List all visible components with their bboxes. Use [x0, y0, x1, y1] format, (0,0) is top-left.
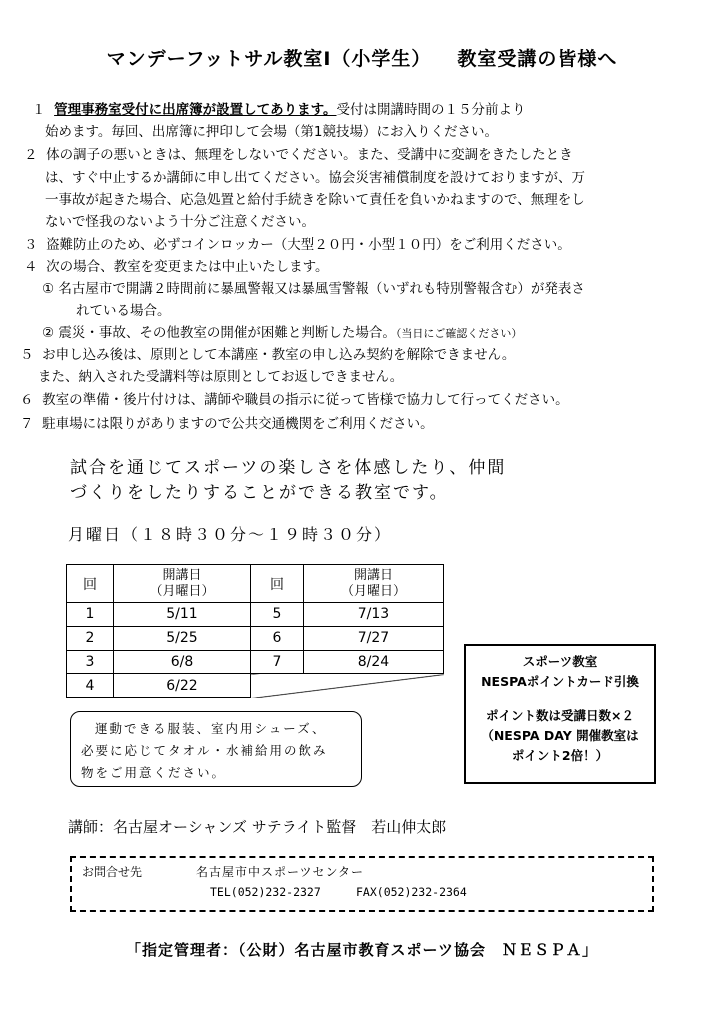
nespa-point-box — [464, 644, 656, 784]
contact-organization: 名古屋市中スポーツセンター — [196, 865, 365, 879]
rule-number: ② — [42, 325, 55, 341]
session-date: 6/8 — [114, 650, 251, 674]
session-number: 4 — [67, 674, 114, 698]
session-date: 6/22 — [114, 674, 251, 698]
session-number: 1 — [67, 603, 114, 627]
session-number: 7 — [251, 650, 304, 674]
rule-6 — [20, 389, 569, 411]
title-part2: 教室受講の皆様へ — [457, 48, 618, 70]
rule-7-text: 駐車場には限りがありますので公共交通機関をご利用ください。 — [42, 416, 434, 432]
clothing-note-line-3: 物をご用意ください。 — [81, 765, 227, 780]
rule-2-cont-1: は、すぐ中止するか講師に申し出てください。協会災害補償制度を設けておりますが、万 — [45, 170, 585, 186]
rule-5-text: お申し込み後は、原則として本講座・教室の申し込み契約を解除できません。 — [42, 347, 516, 363]
title-part1: マンデーフットサル教室Ⅰ（小学生） — [106, 48, 432, 70]
slogan-line-1: 試合を通じてスポーツの楽しさを体感したり、仲間 — [70, 458, 507, 478]
session-date: 7/13 — [304, 603, 444, 627]
rule-1 — [32, 99, 526, 121]
spacer — [466, 692, 654, 706]
session-number: 2 — [67, 626, 114, 650]
rule-6-text: 教室の準備・後片付けは、講師や職員の指示に従って皆様で協力して行ってください。 — [42, 392, 569, 408]
header-date-line2: （月曜日） — [149, 583, 215, 599]
contact-box — [70, 856, 654, 912]
rule-3-text: 盗難防止のため、必ずコインロッカー（大型２０円・小型１０円）をご利用ください。 — [46, 237, 571, 253]
rule-3 — [24, 234, 571, 256]
clothing-note-line-2: 必要に応じてタオル・水補給用の飲み — [81, 743, 328, 758]
header-date-2 — [304, 565, 444, 603]
rule-number: ３ — [24, 237, 38, 253]
coach-info: 講師：名古屋オーシャンズ サテライト監督 若山伸太郎 — [68, 818, 447, 836]
rule-1-rest: 受付は開講時間の１５分前より — [336, 102, 526, 118]
rule-number: ５ — [20, 347, 34, 363]
slogan — [70, 456, 506, 506]
table-row — [67, 650, 444, 674]
empty-diagonal-cell — [251, 674, 444, 698]
table-row — [67, 674, 444, 698]
rule-4-item-1-cont: れている場合。 — [76, 303, 171, 319]
rule-4-item-2-text: 震災・事故、その他教室の開催が困難と判断した場合。 — [58, 325, 396, 341]
header-date-line2: （月曜日） — [340, 583, 406, 599]
session-date: 5/25 — [114, 626, 251, 650]
session-number: 5 — [251, 603, 304, 627]
contact-tel: TEL(052)232-2327 — [210, 885, 321, 899]
slogan-line-2: づくりをしたりすることができる教室です。 — [70, 483, 449, 503]
header-kai-1: 回 — [67, 565, 114, 603]
rule-4-item-2 — [42, 322, 522, 345]
session-number: 3 — [67, 650, 114, 674]
table-row — [67, 603, 444, 627]
session-date: 7/27 — [304, 626, 444, 650]
rule-2-text: 体の調子の悪いときは、無理をしないでください。また、受講中に変調をきたしたとき — [46, 147, 573, 163]
footer-designated-manager: 「指定管理者：（公財）名古屋市教育スポーツ協会 ＮＥＳＰＡ」 — [126, 941, 598, 959]
nespa-line-5: ポイント2倍！） — [511, 748, 609, 763]
rule-number: ７ — [20, 416, 34, 432]
rule-5 — [20, 344, 515, 366]
rule-1-cont: 始めます。毎回、出席簿に押印して会場（第1競技場）にお入りください。 — [45, 124, 499, 140]
nespa-line-2: NESPAポイントカード引換 — [481, 674, 639, 689]
rule-4-item-2-note: （当日にご確認ください） — [395, 327, 523, 340]
schedule-table — [66, 564, 444, 698]
rule-5-cont: また、納入された受講料等は原則としてお返しできません。 — [38, 369, 404, 385]
header-date-line1: 開講日 — [353, 567, 393, 583]
rule-1-underlined: 管理事務室受付に出席簿が設置してあります。 — [54, 102, 337, 118]
nespa-line-4: （NESPA DAY 開催教室は — [481, 728, 639, 743]
rule-4-item-1-text: 名古屋市で開講２時間前に暴風警報又は暴風雪警報（いずれも特別警報含む）が発表さ — [58, 281, 585, 297]
rule-7 — [20, 413, 434, 435]
contact-label: お問合せ先 — [82, 865, 143, 879]
header-kai-2: 回 — [251, 565, 304, 603]
contact-fax: FAX(052)232-2364 — [356, 885, 467, 899]
rule-number: １ — [32, 102, 46, 118]
rule-number: ① — [42, 281, 55, 297]
rule-4-item-1 — [42, 278, 585, 300]
rule-number: ２ — [24, 147, 38, 163]
clothing-note-line-1: 運動できる服装、室内用シューズ、 — [95, 721, 327, 736]
table-header-row — [67, 565, 444, 603]
rule-2-cont-2: 一事故が起きた場合、応急処置と給付手続きを除いて責任を負いかねますので、無理をし — [45, 192, 585, 208]
header-date-1 — [114, 565, 251, 603]
header-date-line1: 開講日 — [162, 567, 202, 583]
rule-number: ６ — [20, 392, 34, 408]
rule-number: ４ — [24, 259, 38, 275]
rule-2-cont-3: ないで怪我のないよう十分ご注意ください。 — [45, 214, 315, 230]
nespa-line-3: ポイント数は受講日数×２ — [486, 708, 634, 723]
rule-4-text: 次の場合、教室を変更または中止いたします。 — [46, 259, 329, 275]
table-row — [67, 626, 444, 650]
session-number: 6 — [251, 626, 304, 650]
clothing-note-box — [70, 711, 362, 787]
rule-2 — [24, 144, 573, 166]
nespa-line-1: スポーツ教室 — [522, 654, 598, 669]
page-title — [0, 44, 724, 71]
session-date: 8/24 — [304, 650, 444, 674]
class-hours: 月曜日（１８時３０分～１９時３０分） — [68, 525, 393, 544]
session-date: 5/11 — [114, 603, 251, 627]
rule-4 — [24, 256, 329, 278]
